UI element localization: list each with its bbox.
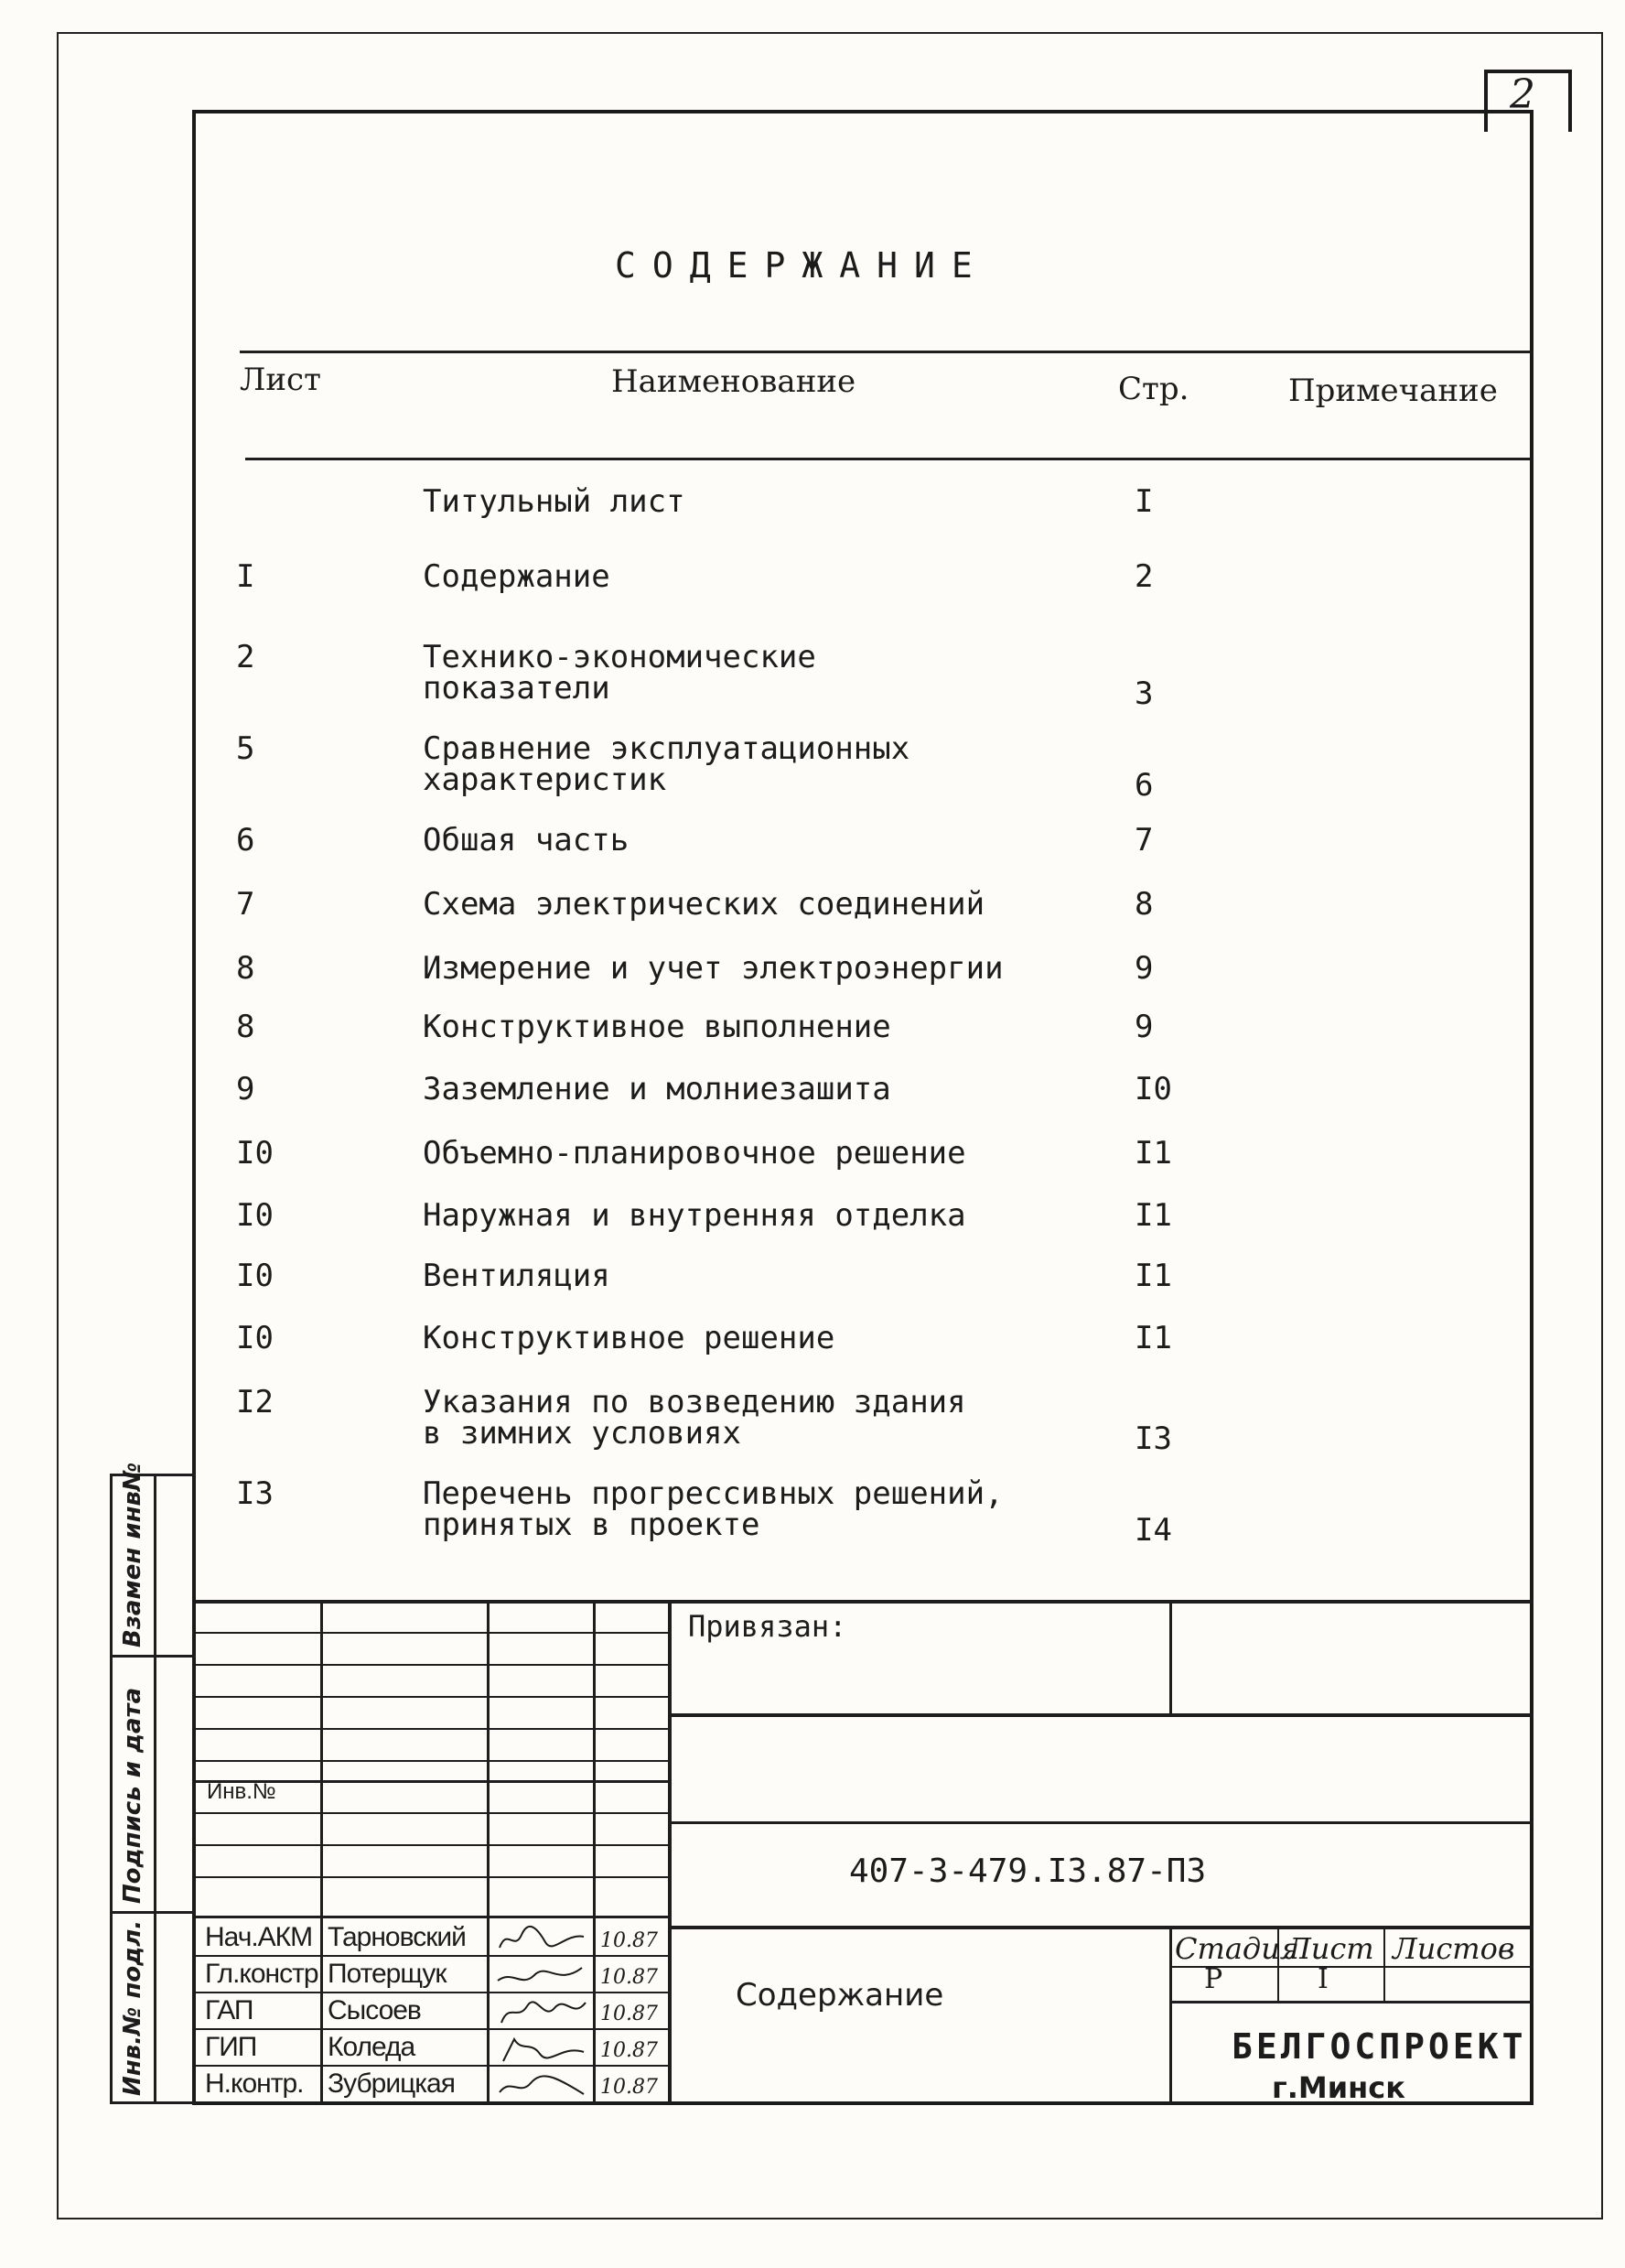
stamp-rule: [668, 1926, 1534, 1929]
signer-role: Нач.АКМ: [205, 1922, 313, 1952]
organization-name: БЕЛГОСПРОЕКТ: [1232, 2026, 1527, 2067]
row-sheet-number: 6: [236, 822, 255, 859]
row-name: Объемно-планировочное решение: [423, 1135, 966, 1172]
stamp-rule: [1169, 2001, 1534, 2003]
row-name: Заземление и молниезашита: [423, 1071, 891, 1107]
sheets-label: Листов: [1393, 1931, 1515, 1966]
row-sheet-number: 2: [236, 639, 255, 675]
header-top-rule: [240, 351, 1532, 353]
signature-mark: [494, 1960, 589, 1993]
row-sheet-number: 8: [236, 1009, 255, 1045]
signer-date: 10.87: [600, 2076, 658, 2099]
side-rule: [110, 2101, 196, 2104]
row-page-number: 2: [1135, 558, 1154, 595]
stamp-rule: [196, 1876, 668, 1878]
signer-name: Тарновский: [328, 1922, 466, 1952]
side-label-inv-original: Инв.№ подл.: [119, 1919, 146, 2096]
bound-label: Привязан:: [688, 1609, 847, 1644]
signer-role: Н.контр.: [205, 2068, 304, 2099]
row-sheet-number: I0: [236, 1135, 274, 1172]
row-name: Технико-экономические: [423, 639, 816, 675]
stamp-rule: [196, 1760, 668, 1762]
column-header-page: Стр.: [1118, 371, 1189, 407]
stamp-rule: [196, 1664, 668, 1666]
sheet-label: Лист: [1286, 1931, 1374, 1966]
side-rule: [154, 1474, 156, 2103]
signer-date: 10.87: [600, 1966, 658, 1989]
organization-city: г.Минск: [1272, 2070, 1405, 2105]
stamp-rule: [668, 1600, 672, 2103]
signature-mark: [494, 2070, 589, 2103]
row-page-number: I: [1135, 483, 1154, 520]
row-sheet-number: 7: [236, 886, 255, 923]
stamp-rule: [196, 1728, 668, 1730]
row-name-continued: характеристик: [423, 761, 667, 798]
row-page-number: I1: [1135, 1258, 1172, 1294]
signature-mark: [494, 1997, 589, 2030]
signer-date: 10.87: [600, 2039, 658, 2062]
signer-role: Гл.констр: [205, 1959, 318, 1989]
row-name: Конструктивное выполнение: [423, 1009, 891, 1045]
stamp-rule: [196, 2065, 668, 2067]
document-title: СОДЕРЖАНИЕ: [615, 245, 989, 286]
row-sheet-number: I0: [236, 1320, 274, 1356]
side-label-signature-date: Подпись и дата: [119, 1687, 146, 1904]
stage-label: Стадия: [1175, 1931, 1299, 1966]
signer-role: ГАП: [205, 1995, 253, 2025]
side-rule: [110, 1911, 196, 1914]
document-code: 407-3-479.I3.87-ПЗ: [849, 1852, 1207, 1890]
stamp-rule: [196, 1812, 668, 1814]
column-header-name: Наименование: [611, 363, 856, 400]
stage-value: Р: [1204, 1963, 1223, 1995]
sheet-title: Содержание: [736, 1977, 944, 2014]
row-page-number: I4: [1135, 1512, 1172, 1549]
row-sheet-number: I2: [236, 1384, 274, 1420]
signature-mark: [494, 1924, 589, 1957]
signer-name: Потерщук: [328, 1959, 447, 1989]
inv-label: Инв.№: [207, 1779, 276, 1804]
row-sheet-number: I3: [236, 1475, 274, 1512]
stamp-rule: [196, 1992, 668, 1993]
row-name-continued: в зимних условиях: [423, 1415, 741, 1452]
row-page-number: I1: [1135, 1320, 1172, 1356]
row-sheet-number: I0: [236, 1197, 274, 1234]
stamp-rule: [668, 1821, 1534, 1824]
signer-name: Сысоев: [328, 1995, 421, 2025]
row-page-number: 7: [1135, 822, 1154, 859]
row-name: Наружная и внутренняя отделка: [423, 1197, 966, 1234]
signer-date: 10.87: [600, 2003, 658, 2025]
header-bottom-rule: [245, 458, 1532, 460]
row-page-number: 8: [1135, 886, 1154, 923]
row-name: Измерение и учет электроэнергии: [423, 950, 1004, 987]
stamp-rule: [196, 1696, 668, 1698]
stamp-rule: [196, 1916, 668, 1918]
page-number: 2: [1510, 71, 1535, 118]
row-sheet-number: I: [236, 558, 255, 595]
stamp-rule: [1169, 1600, 1172, 1713]
row-name: Перечень прогрессивных решений,: [423, 1475, 1004, 1512]
row-name: Конструктивное решение: [423, 1320, 835, 1356]
column-header-sheet: Лист: [240, 362, 321, 398]
stamp-rule: [1383, 1926, 1385, 2003]
row-page-number: 9: [1135, 1009, 1154, 1045]
row-page-number: 6: [1135, 767, 1154, 804]
row-name-continued: принятых в проекте: [423, 1507, 760, 1543]
stamp-rule: [196, 1632, 668, 1634]
stamp-rule: [196, 2028, 668, 2030]
stamp-rule: [1169, 1966, 1534, 1968]
row-page-number: 9: [1135, 950, 1154, 987]
row-sheet-number: I0: [236, 1258, 274, 1294]
row-name: Сравнение эксплуатационных: [423, 730, 910, 767]
row-sheet-number: 9: [236, 1071, 255, 1107]
row-page-number: I3: [1135, 1420, 1172, 1457]
row-name-continued: показатели: [423, 670, 610, 707]
row-page-number: I0: [1135, 1071, 1172, 1107]
row-page-number: I1: [1135, 1197, 1172, 1234]
row-name: Указания по возведению здания: [423, 1384, 966, 1420]
side-rule: [110, 1474, 113, 2103]
signature-mark: [494, 2034, 589, 2067]
stamp-top-rule: [196, 1600, 1534, 1604]
column-header-note: Примечание: [1288, 373, 1498, 409]
sheet-value: I: [1318, 1963, 1329, 1995]
side-label-replaces: Взамен инв№: [119, 1462, 146, 1647]
signer-date: 10.87: [600, 1929, 658, 1952]
row-name: Обшая часть: [423, 822, 630, 859]
row-page-number: I1: [1135, 1135, 1172, 1172]
side-rule: [110, 1655, 196, 1658]
stamp-rule: [196, 1955, 668, 1957]
row-name: Содержание: [423, 558, 610, 595]
signer-name: Зубрицкая: [328, 2068, 455, 2099]
signer-role: ГИП: [205, 2032, 257, 2062]
stamp-rule: [196, 1844, 668, 1846]
stamp-rule: [1169, 1926, 1172, 2103]
row-page-number: 3: [1135, 675, 1154, 712]
row-sheet-number: 5: [236, 730, 255, 767]
row-sheet-number: 8: [236, 950, 255, 987]
stamp-rule: [668, 1713, 1534, 1717]
row-name: Схема электрических соединений: [423, 886, 985, 923]
row-name: Титульный лист: [423, 483, 685, 520]
signer-name: Коледа: [328, 2032, 415, 2062]
row-name: Вентиляция: [423, 1258, 610, 1294]
drawing-frame: [192, 110, 1534, 2105]
